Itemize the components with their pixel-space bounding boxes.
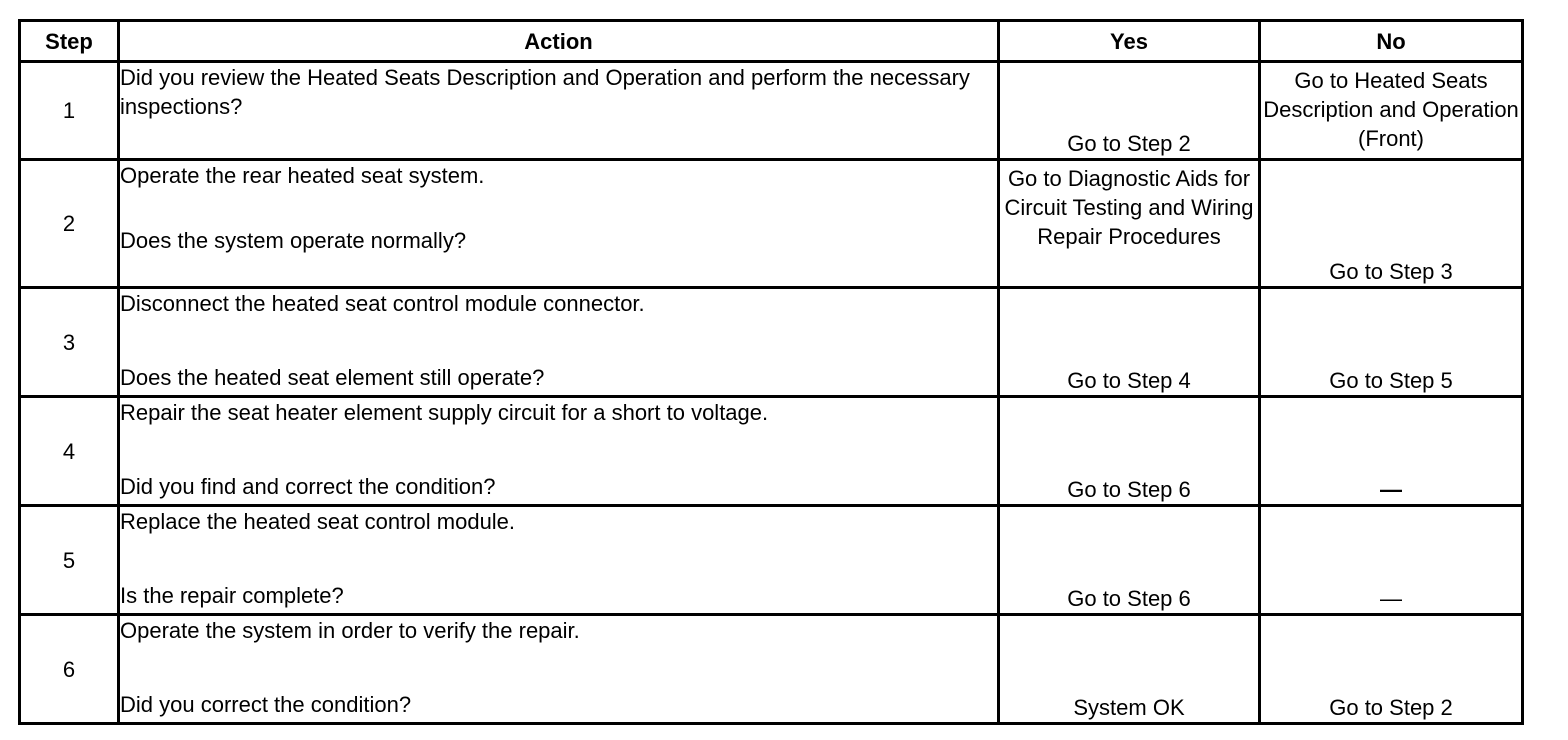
yes-result: Go to Step 2 <box>999 62 1260 160</box>
yes-result: Go to Diagnostic Aids for Circuit Testing and Wiring Repair Procedures <box>999 160 1260 288</box>
yes-result: Go to Step 6 <box>999 506 1260 615</box>
yes-result: System OK <box>999 615 1260 724</box>
no-result <box>1260 397 1523 506</box>
no-result: Go to Heated Seats Description and Operation (Front) <box>1260 62 1523 160</box>
header-row <box>20 21 1523 62</box>
table-row <box>20 160 1523 288</box>
action-text: Replace the heated seat control module. <box>120 509 516 534</box>
action-question: Does the heated seat element still operate? <box>120 365 545 390</box>
action-text: Operate the rear heated seat system. <box>120 163 485 188</box>
no-result: Go to Step 5 <box>1260 288 1523 397</box>
header-step: Step <box>20 21 119 62</box>
action-cell <box>119 288 999 397</box>
action-question: Did you correct the condition? <box>120 692 412 717</box>
header-action: Action <box>119 21 999 62</box>
yes-result: Go to Step 4 <box>999 288 1260 397</box>
action-question: Did you find and correct the condition? <box>120 474 496 499</box>
no-result: Go to Step 3 <box>1260 160 1523 288</box>
action-cell <box>119 160 999 288</box>
step-number: 5 <box>20 506 119 615</box>
action-cell <box>119 615 999 724</box>
table-row <box>20 288 1523 397</box>
header-no: No <box>1260 21 1523 62</box>
dash-mark: — <box>1380 586 1402 611</box>
yes-result: Go to Step 6 <box>999 397 1260 506</box>
action-cell <box>119 62 999 160</box>
dash-mark: — <box>1380 477 1402 502</box>
action-text: Did you review the Heated Seats Description and Operation and perform the necessary inspections? <box>120 65 970 119</box>
table-row <box>20 397 1523 506</box>
table-row <box>20 506 1523 615</box>
header-yes: Yes <box>999 21 1260 62</box>
action-cell <box>119 506 999 615</box>
action-question: Does the system operate normally? <box>120 228 467 253</box>
no-result: Go to Step 2 <box>1260 615 1523 724</box>
step-number: 6 <box>20 615 119 724</box>
table-row <box>20 615 1523 724</box>
diagnostic-table <box>18 19 1524 725</box>
action-cell <box>119 397 999 506</box>
action-text: Disconnect the heated seat control module connector. <box>120 291 645 316</box>
action-question: Is the repair complete? <box>120 583 344 608</box>
step-number: 4 <box>20 397 119 506</box>
step-number: 3 <box>20 288 119 397</box>
action-text: Repair the seat heater element supply circuit for a short to voltage. <box>120 400 769 425</box>
table-row <box>20 62 1523 160</box>
step-number: 2 <box>20 160 119 288</box>
no-result <box>1260 506 1523 615</box>
step-number: 1 <box>20 62 119 160</box>
action-text: Operate the system in order to verify the repair. <box>120 618 580 643</box>
